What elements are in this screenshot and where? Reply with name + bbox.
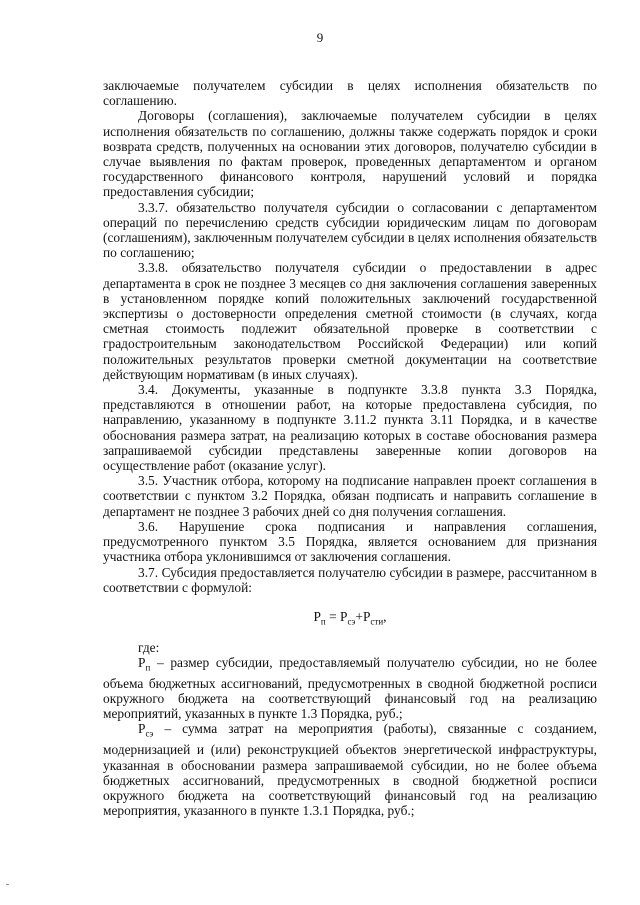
margin-mark — [6, 884, 9, 885]
formula-p-b: P — [362, 608, 371, 624]
document-body — [103, 78, 597, 818]
paragraph-continuation: заключаемые получателем субсидии в целях исполнения обязательств по соглашению. — [103, 78, 597, 109]
definition-subscript: сэ — [145, 729, 154, 740]
paragraph-3-4: 3.4. Документы, указанные в подпункте 3.3.8 пункта 3.3 Порядка, представляются в отношении работ, на которые предоставлена субсидия, по направлению, указанному в подпункте 3.11.2 пункта 3.11 Порядка, и в качестве обоснования размера затрат, на реализацию которых в составе обоснования размера запрашиваемой субсидии представлены заверенные копии договоров на осуществление работ (оказание услуг). — [103, 382, 597, 474]
paragraph-3-5: 3.5. Участник отбора, которому на подписание направлен проект соглашения в соответствии с пунктом 3.2 Порядка, обязан подписать и направить соглашение в департамент не позднее 3 рабочих дней со дня получения соглашения. — [103, 473, 597, 519]
formula-sub-b: сти — [370, 616, 384, 627]
formula-sub-total: п — [320, 616, 326, 627]
definition-text: – сумма затрат на мероприятия (работы), связанные с созданием, модернизацией и (или) реконструкцией объектов энергетической инфраструктуры, указанная в обосновании размера запрашиваемой субсидии, но не более объема бюджетных ассигнований, предусмотренных в сводной бюджетной росписи окружного бюджета на соответствующий финансовый год на реализацию мероприятия, указанного в пункте 1.3.1 Порядка, руб.; — [103, 721, 597, 819]
definition-p-se — [103, 721, 597, 818]
formula-plus: + — [355, 608, 363, 624]
definition-text: – размер субсидии, предоставляемый получателю субсидии, но не более объема бюджетных ассигнований, предусмотренных в сводной бюджетной росписи окружного бюджета на соответствующий финансовый год на реализацию мероприятий, указанных в пункте 1.3 Порядка, руб.; — [103, 654, 597, 722]
formula-p-a: P — [339, 608, 348, 624]
definition-subscript: п — [145, 662, 151, 673]
subsidy-formula — [103, 609, 597, 630]
formula-p-total: P — [313, 608, 321, 624]
formula-sub-a: сэ — [347, 616, 356, 627]
formula-tail: , — [383, 608, 387, 624]
where-label: где: — [138, 639, 160, 655]
definition-p-total — [103, 655, 597, 721]
formula-eq: = — [325, 608, 340, 624]
definition-symbol: P — [138, 721, 146, 737]
paragraph-3-3-7: 3.3.7. обязательство получателя субсидии о согласовании с департаментом операций по перечислению средств субсидии юридическим лицам по договорам (соглашениям), заключенным получателем субсидии в целях исполнения обязательств по соглашению; — [103, 199, 597, 261]
paragraph-3-7: 3.7. Субсидия предоставляется получателю субсидии в размере, рассчитанном в соответствии с формулой: — [103, 564, 597, 595]
definition-symbol: P — [138, 654, 146, 670]
paragraph-contracts: Договоры (соглашения), заключаемые получателем субсидии в целях исполнения обязательств по соглашению, должны также содержать порядок и сроки возврата средств, полученных на основании этих договоров, получателю субсидии в случае выявления по фактам проверок, проведенных департаментом и органом государственного финансового контроля, нарушений условий и порядка предоставления субсидии; — [103, 108, 597, 200]
paragraph-3-3-8: 3.3.8. обязательство получателя субсидии о предоставлении в адрес департамента в срок не позднее 3 месяцев со дня заключения соглашения заверенных в установленном порядке копий положительных заключений государственной экспертизы о достоверности определения сметной стоимости (в случаях, когда сметная стоимость подлежит обязательной проверке в соответствии с градостроительным законодательством Российской Федерации) или копий положительных результатов проверки сметной документации на соответствие действующим нормативам (в иных случаях). — [103, 260, 597, 382]
page-number: 9 — [316, 30, 324, 45]
paragraph-3-6: 3.6. Нарушение срока подписания и направления соглашения, предусмотренного пунктом 3.5 Порядка, является основанием для признания участника отбора уклонившимся от заключения соглашения. — [103, 518, 597, 565]
